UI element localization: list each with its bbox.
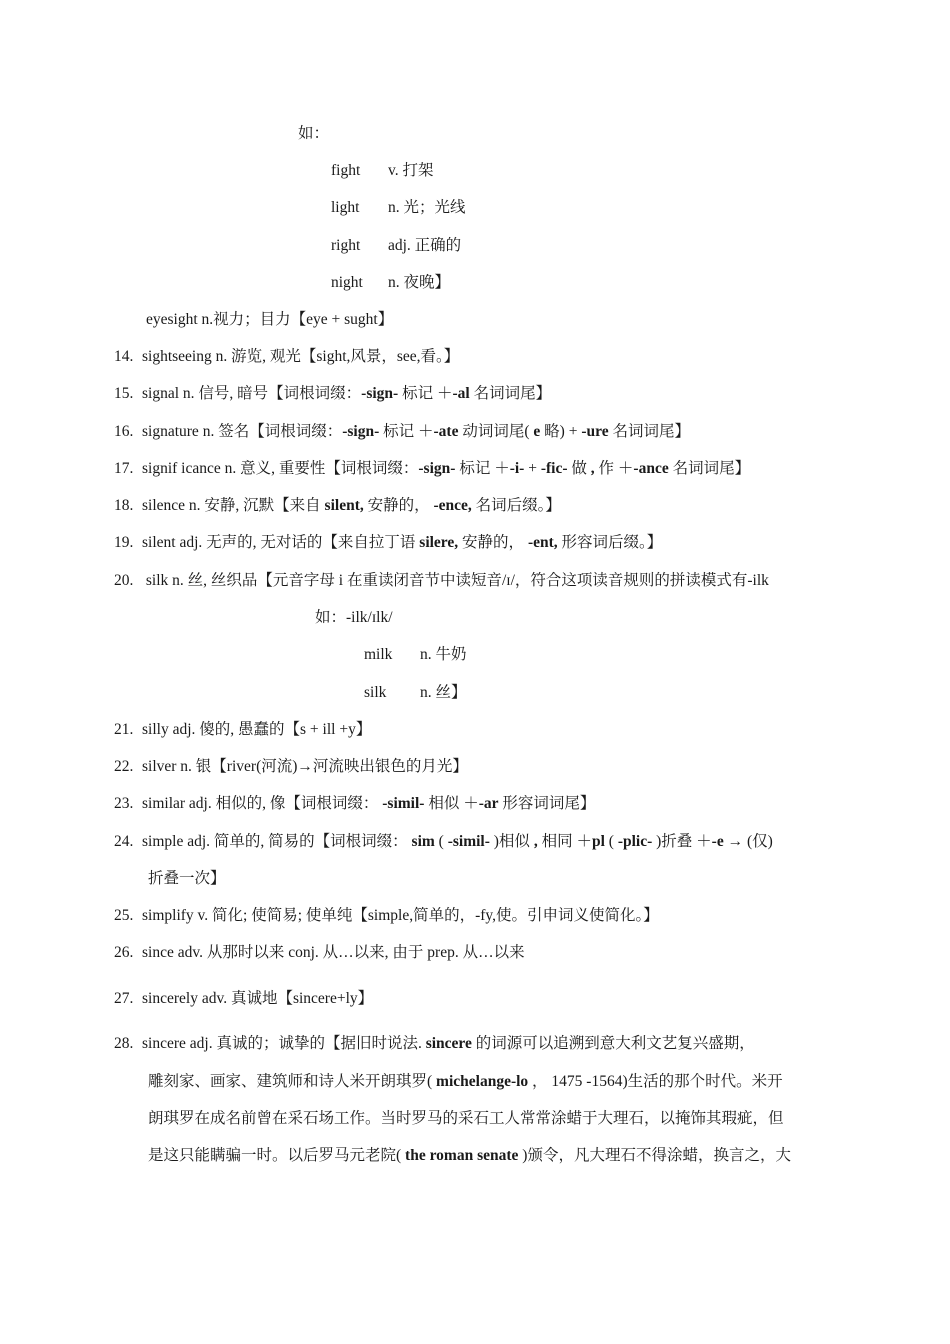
entry-text: 名词词尾】 xyxy=(469,385,552,402)
entry-number: 25. xyxy=(114,907,134,924)
entry-23 xyxy=(114,794,595,814)
example-word: fight xyxy=(331,162,361,179)
entry-number: 18. xyxy=(114,497,134,514)
entry-25 xyxy=(114,906,659,926)
entry-text: 做 xyxy=(567,460,591,477)
entry-text: simplify v. 简化; 使简易; 使单纯【simple,简单的，-fy,使。引申词义使简化。】 xyxy=(142,907,659,924)
entry-text: 标记 ＋ xyxy=(379,423,434,440)
entry-text: 名词后缀。】 xyxy=(471,497,561,514)
example-meaning: n. 夜晚】 xyxy=(388,274,451,291)
entry-text: simple adj. 简单的, 简易的【词根词缀： xyxy=(142,833,412,850)
entry-text: 作 ＋ xyxy=(594,460,634,477)
example-meaning: adj. 正确的 xyxy=(388,237,462,254)
entry-text: signature n. 签名【词根词缀： xyxy=(142,423,343,440)
entry-19 xyxy=(114,533,662,553)
name: the roman senate xyxy=(405,1147,519,1164)
entry-number: 20. xyxy=(114,572,134,589)
entry-18 xyxy=(114,496,561,516)
entry-28-line-3: 朗琪罗在成名前曾在采石场工作。当时罗马的采石工人常常涂蜡于大理石，以掩饰其瑕疵，但 xyxy=(148,1110,784,1127)
entry-number: 14. xyxy=(114,348,134,365)
entry-text: ， 1475 -1564)生活的那个时代。米开 xyxy=(528,1073,783,1090)
entry-text: → (仅) xyxy=(723,833,773,850)
entry-number: 27. xyxy=(114,990,134,1007)
entry-text: silk n. 丝, 丝织品【元音字母 i 在重读闭音节中读短音/ɪ/，符合这项读音规则的拼读模式有-ilk xyxy=(142,572,769,589)
entry-text: 动词词尾( xyxy=(458,423,534,440)
example-word: right xyxy=(331,237,361,254)
entry-28-line-2 xyxy=(148,1072,783,1092)
example-row xyxy=(331,161,434,181)
entry-text: 形容词后缀。】 xyxy=(557,534,663,551)
entry-text: 安静的， xyxy=(363,497,434,514)
headword: sincere xyxy=(425,1035,472,1052)
example-meaning: n. 牛奶 xyxy=(420,646,467,663)
comma: , xyxy=(590,460,595,477)
entry-28-line-4 xyxy=(148,1146,791,1166)
entry-number: 19. xyxy=(114,534,134,551)
entry-number: 24. xyxy=(114,833,134,850)
suffix: -ance xyxy=(633,460,669,477)
root: -simil- xyxy=(447,833,490,850)
source-word: silere, xyxy=(419,534,459,551)
entry-number: 28. xyxy=(114,1035,134,1052)
comma: , xyxy=(533,833,538,850)
entry-text: silent adj. 无声的, 无对话的【来自拉丁语 xyxy=(142,534,420,551)
example-word: night xyxy=(331,274,363,291)
entry-15 xyxy=(114,384,551,404)
entry-text: 名词词尾】 xyxy=(608,423,690,440)
suffix: -ent, xyxy=(527,534,558,551)
entry-text: 标记 ＋ xyxy=(455,460,510,477)
entry-text: signif icance n. 意义, 重要性【词根词缀： xyxy=(142,460,419,477)
root: -sign- xyxy=(361,385,399,402)
entry-number: 22. xyxy=(114,758,134,775)
entry-text: sincere adj. 真诚的；诚挚的【据旧时说法. xyxy=(142,1035,426,1052)
entry-17 xyxy=(114,459,750,479)
example-meaning: n. 丝】 xyxy=(420,684,467,701)
entry-text: silly adj. 傻的, 愚蠢的【s + ill +y】 xyxy=(142,721,372,738)
entry-text: )颁令，凡大理石不得涂蜡，换言之，大 xyxy=(518,1147,791,1164)
example-word: light xyxy=(331,199,360,216)
root: sim xyxy=(411,833,435,850)
example-label: 如：-ilk/ɪlk/ xyxy=(315,609,393,626)
entry-14 xyxy=(114,347,459,367)
entry-number: 17. xyxy=(114,460,134,477)
entry-text: )折叠 ＋ xyxy=(652,833,712,850)
infix: -i- xyxy=(509,460,525,477)
entry-27 xyxy=(114,989,373,1009)
entry-text: 相似 ＋ xyxy=(424,795,479,812)
name: michelange-lo xyxy=(436,1073,529,1090)
suffix: -ence, xyxy=(433,497,472,514)
entry-text: silver n. 银【river(河流)→河流映出银色的月光】 xyxy=(142,758,468,775)
entry-text: sincerely adv. 真诚地【sincere+ly】 xyxy=(142,990,374,1007)
entry-26 xyxy=(114,943,525,963)
suffix: -ate xyxy=(433,423,459,440)
entry-number: 23. xyxy=(114,795,134,812)
entry-text: 是这只能瞒骗一时。以后罗马元老院( xyxy=(148,1147,406,1164)
example-row xyxy=(331,198,466,218)
entry-number: 26. xyxy=(114,944,134,961)
suffix: -ar xyxy=(478,795,499,812)
entry-text: 雕刻家、画家、建筑师和诗人米开朗琪罗( xyxy=(148,1073,437,1090)
entry-text: ( xyxy=(604,833,618,850)
entry-24 xyxy=(114,832,773,852)
example-meaning: v. 打架 xyxy=(388,162,434,179)
example-label: 如： xyxy=(298,125,330,142)
source-word: silent, xyxy=(324,497,364,514)
root: -simil- xyxy=(382,795,425,812)
entry-text: sightseeing n. 游览, 观光【sight,风景，see,看。】 xyxy=(142,348,460,365)
entry-28 xyxy=(114,1034,755,1054)
eyesight-entry: eyesight n.视力；目力【eye + sught】 xyxy=(146,311,394,328)
root: pl xyxy=(591,833,605,850)
entry-21 xyxy=(114,720,371,740)
entry-text: since adv. 从那时以来 conj. 从…以来, 由于 prep. 从…以来 xyxy=(142,944,525,961)
example-word: silk xyxy=(364,684,387,701)
entry-number: 16. xyxy=(114,423,134,440)
root: -sign- xyxy=(418,460,456,477)
example-row xyxy=(364,683,467,703)
entry-text: signal n. 信号, 暗号【词根词缀： xyxy=(142,385,362,402)
root: -plic- xyxy=(617,833,653,850)
example-word: milk xyxy=(364,646,393,663)
entry-text: 标记 ＋ xyxy=(398,385,453,402)
entry-text: 相同 ＋ xyxy=(537,833,592,850)
root: -sign- xyxy=(342,423,380,440)
example-row xyxy=(364,645,467,665)
entry-text: silence n. 安静, 沉默【来自 xyxy=(142,497,325,514)
entry-22 xyxy=(114,757,468,777)
entry-20 xyxy=(114,571,769,591)
example-row xyxy=(331,273,450,293)
entry-text: 安静的， xyxy=(458,534,528,551)
entry-text: 名词词尾】 xyxy=(668,460,751,477)
letter: e xyxy=(533,423,541,440)
root: -fic- xyxy=(540,460,568,477)
entry-text: 略) + xyxy=(540,423,582,440)
entry-text: similar adj. 相似的, 像【词根词缀： xyxy=(142,795,383,812)
entry-text: 形容词词尾】 xyxy=(498,795,596,812)
entry-text: )相似 xyxy=(489,833,534,850)
entry-number: 15. xyxy=(114,385,134,402)
entry-text: + xyxy=(524,460,541,477)
entry-number: 21. xyxy=(114,721,134,738)
example-meaning: n. 光；光线 xyxy=(388,199,466,216)
entry-16 xyxy=(114,422,690,442)
suffix: -ure xyxy=(581,423,609,440)
suffix: -e xyxy=(711,833,724,850)
suffix: -al xyxy=(452,385,470,402)
example-row xyxy=(331,236,461,256)
entry-24-continuation: 折叠一次】 xyxy=(148,870,226,887)
entry-text: ( xyxy=(434,833,448,850)
entry-text: 的词源可以追溯到意大利文艺复兴盛期， xyxy=(471,1035,755,1052)
